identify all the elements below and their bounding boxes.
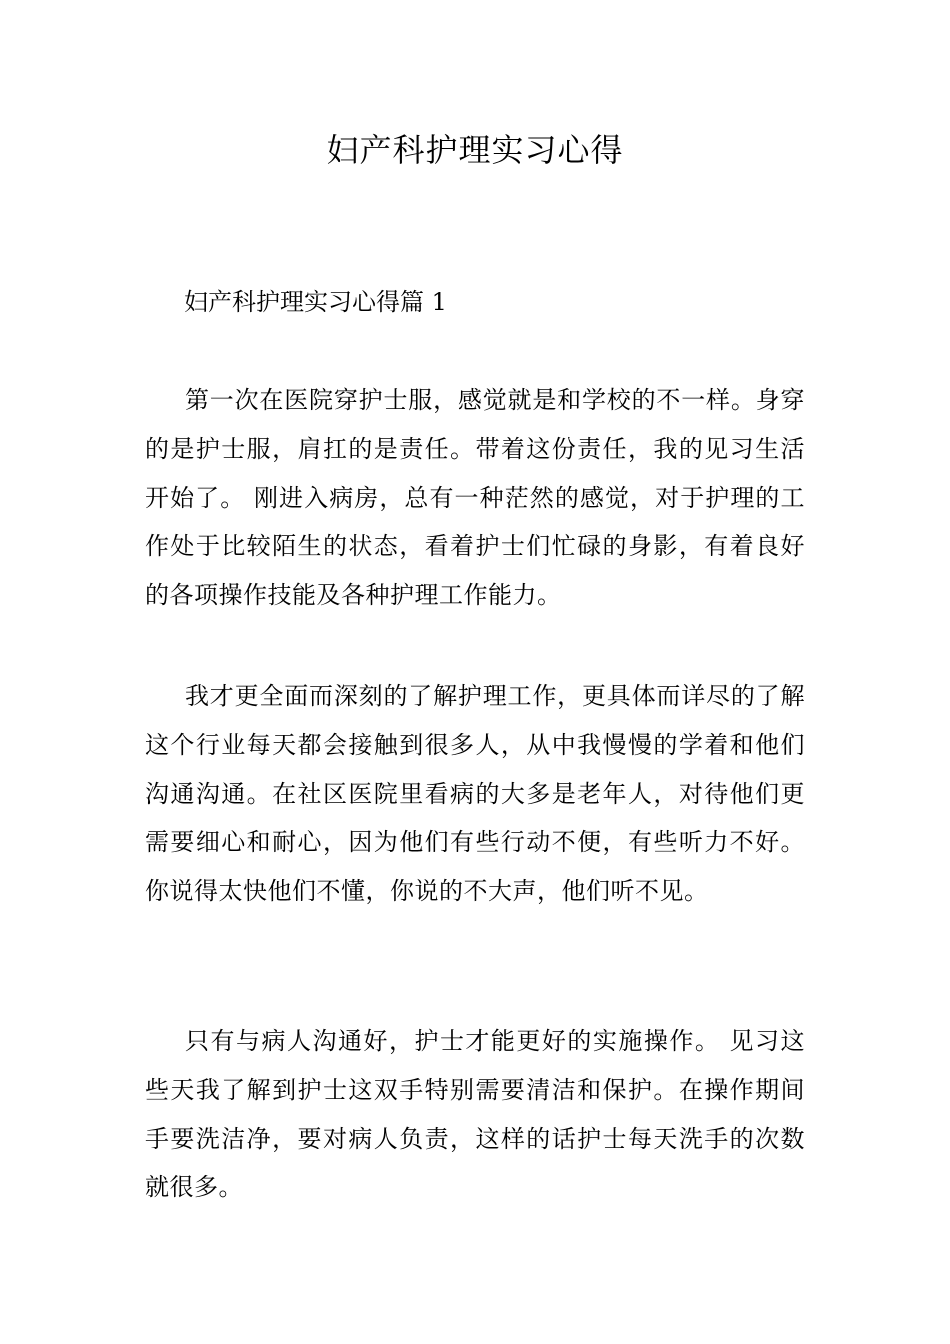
section-heading: 妇产科护理实习心得篇 1 — [184, 288, 447, 316]
paragraph-2: 我才更全面而深刻的了解护理工作，更具体而详尽的了解这个行业每天都会接触到很多人，从中我慢慢的学着和他们沟通沟通。在社区医院里看病的大多是老年人，对待他们更需要细心和耐心，因为他们有些行动不便，有些听力不好。你说得太快他们不懂，你说的不大声，他们听不见。 — [145, 682, 805, 906]
paragraph-3: 只有与病人沟通好，护士才能更好的实施操作。 见习这些天我了解到护士这双手特别需要清洁和保护。在操作期间手要洗洁净，要对病人负责，这样的话护士每天洗手的次数就很多。 — [145, 1027, 805, 1202]
paragraph-1: 第一次在医院穿护士服，感觉就是和学校的不一样。身穿的是护士服，肩扛的是责任。带着这份责任，我的见习生活开始了。 刚进入病房，总有一种茫然的感觉，对于护理的工作处于比较陌生的状态，看着护士们忙碌的身影，有着良好的各项操作技能及各种护理工作能力。 — [145, 386, 805, 610]
document-title: 妇产科护理实习心得 — [326, 131, 624, 169]
